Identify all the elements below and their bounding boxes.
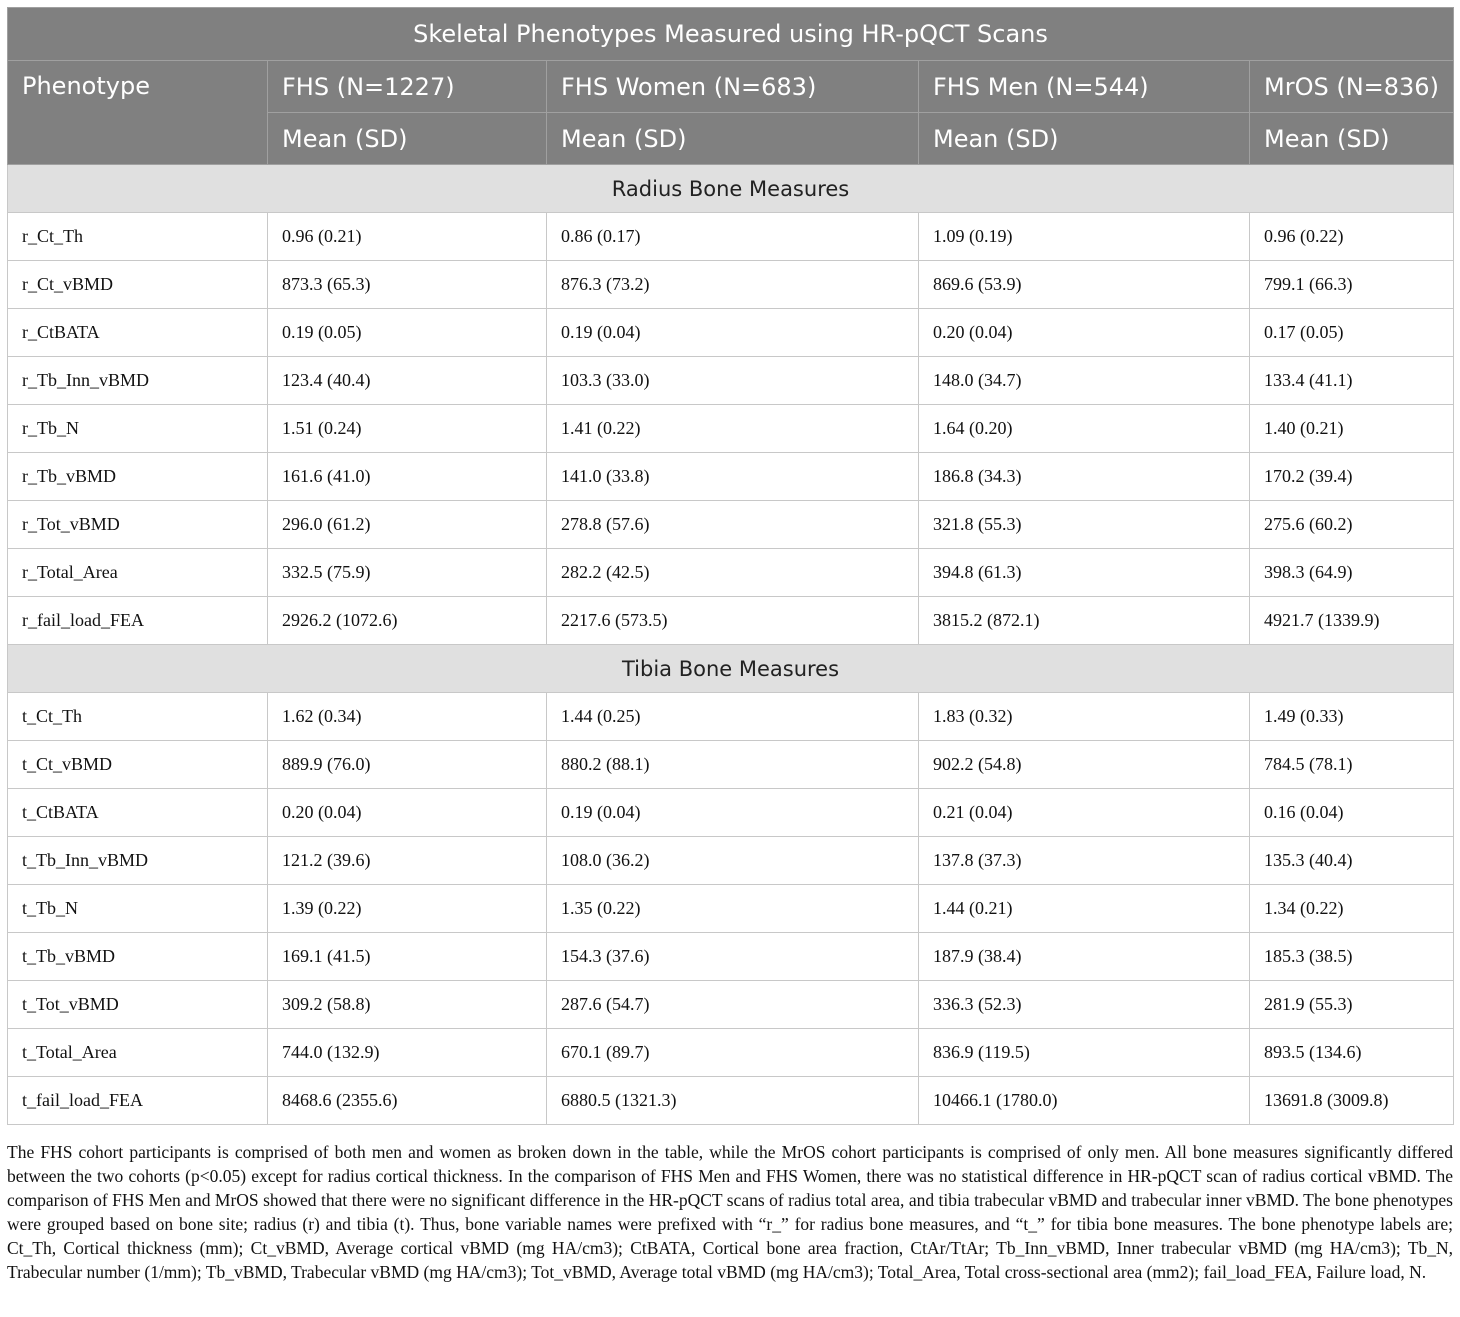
value-cell: 1.35 (0.22): [547, 885, 919, 933]
phenotype-name-cell: t_Ct_vBMD: [8, 741, 268, 789]
phenotype-name-cell: r_fail_load_FEA: [8, 597, 268, 645]
value-cell: 398.3 (64.9): [1250, 549, 1454, 597]
value-cell: 185.3 (38.5): [1250, 933, 1454, 981]
phenotype-name-cell: r_Tb_Inn_vBMD: [8, 357, 268, 405]
value-cell: 4921.7 (1339.9): [1250, 597, 1454, 645]
table-row: [8, 1077, 1454, 1125]
value-cell: 275.6 (60.2): [1250, 501, 1454, 549]
phenotype-name-cell: t_Tot_vBMD: [8, 981, 268, 1029]
value-cell: 1.62 (0.34): [268, 693, 547, 741]
value-cell: 103.3 (33.0): [547, 357, 919, 405]
value-cell: 169.1 (41.5): [268, 933, 547, 981]
value-cell: 880.2 (88.1): [547, 741, 919, 789]
value-cell: 1.39 (0.22): [268, 885, 547, 933]
value-cell: 1.51 (0.24): [268, 405, 547, 453]
value-cell: 1.83 (0.32): [919, 693, 1250, 741]
value-cell: 0.96 (0.21): [268, 213, 547, 261]
value-cell: 170.2 (39.4): [1250, 453, 1454, 501]
table-row: [8, 933, 1454, 981]
value-cell: 282.2 (42.5): [547, 549, 919, 597]
table-row: [8, 213, 1454, 261]
value-cell: 187.9 (38.4): [919, 933, 1250, 981]
value-cell: 13691.8 (3009.8): [1250, 1077, 1454, 1125]
table-row: [8, 1029, 1454, 1077]
value-cell: 8468.6 (2355.6): [268, 1077, 547, 1125]
table-row: [8, 357, 1454, 405]
subheader-mean-sd: Mean (SD): [1250, 113, 1454, 165]
value-cell: 6880.5 (1321.3): [547, 1077, 919, 1125]
value-cell: 744.0 (132.9): [268, 1029, 547, 1077]
value-cell: 123.4 (40.4): [268, 357, 547, 405]
value-cell: 394.8 (61.3): [919, 549, 1250, 597]
value-cell: 154.3 (37.6): [547, 933, 919, 981]
value-cell: 336.3 (52.3): [919, 981, 1250, 1029]
section-title: Tibia Bone Measures: [8, 645, 1454, 693]
phenotype-name-cell: r_Tb_vBMD: [8, 453, 268, 501]
phenotype-name-cell: t_Total_Area: [8, 1029, 268, 1077]
table-row: [8, 885, 1454, 933]
table-row: [8, 837, 1454, 885]
phenotype-name-cell: t_Tb_vBMD: [8, 933, 268, 981]
value-cell: 121.2 (39.6): [268, 837, 547, 885]
value-cell: 332.5 (75.9): [268, 549, 547, 597]
value-cell: 278.8 (57.6): [547, 501, 919, 549]
value-cell: 0.20 (0.04): [268, 789, 547, 837]
phenotype-name-cell: r_Ct_Th: [8, 213, 268, 261]
value-cell: 281.9 (55.3): [1250, 981, 1454, 1029]
section-header-row: [8, 165, 1454, 213]
column-header-fhs-men: FHS Men (N=544): [919, 61, 1250, 113]
value-cell: 0.19 (0.04): [547, 789, 919, 837]
phenotype-name-cell: t_Ct_Th: [8, 693, 268, 741]
value-cell: 0.17 (0.05): [1250, 309, 1454, 357]
subheader-mean-sd: Mean (SD): [919, 113, 1250, 165]
value-cell: 0.16 (0.04): [1250, 789, 1454, 837]
table-row: [8, 405, 1454, 453]
value-cell: 2926.2 (1072.6): [268, 597, 547, 645]
table-row: [8, 741, 1454, 789]
value-cell: 161.6 (41.0): [268, 453, 547, 501]
table-row: [8, 453, 1454, 501]
phenotype-name-cell: r_Ct_vBMD: [8, 261, 268, 309]
column-header-mros: MrOS (N=836): [1250, 61, 1454, 113]
section-header-row: [8, 645, 1454, 693]
value-cell: 2217.6 (573.5): [547, 597, 919, 645]
value-cell: 141.0 (33.8): [547, 453, 919, 501]
table-title: Skeletal Phenotypes Measured using HR-pQCT Scans: [8, 8, 1454, 61]
value-cell: 0.96 (0.22): [1250, 213, 1454, 261]
value-cell: 108.0 (36.2): [547, 837, 919, 885]
phenotype-column-header: Phenotype: [8, 61, 268, 165]
value-cell: 799.1 (66.3): [1250, 261, 1454, 309]
value-cell: 869.6 (53.9): [919, 261, 1250, 309]
value-cell: 893.5 (134.6): [1250, 1029, 1454, 1077]
value-cell: 135.3 (40.4): [1250, 837, 1454, 885]
phenotype-name-cell: r_Tb_N: [8, 405, 268, 453]
phenotype-name-cell: r_Total_Area: [8, 549, 268, 597]
value-cell: 1.44 (0.21): [919, 885, 1250, 933]
value-cell: 1.64 (0.20): [919, 405, 1250, 453]
subheader-mean-sd: Mean (SD): [268, 113, 547, 165]
value-cell: 1.49 (0.33): [1250, 693, 1454, 741]
table-row: [8, 549, 1454, 597]
value-cell: 148.0 (34.7): [919, 357, 1250, 405]
table-row: [8, 597, 1454, 645]
table-container: [7, 7, 1453, 1125]
value-cell: 784.5 (78.1): [1250, 741, 1454, 789]
value-cell: 287.6 (54.7): [547, 981, 919, 1029]
value-cell: 836.9 (119.5): [919, 1029, 1250, 1077]
value-cell: 10466.1 (1780.0): [919, 1077, 1250, 1125]
value-cell: 296.0 (61.2): [268, 501, 547, 549]
value-cell: 186.8 (34.3): [919, 453, 1250, 501]
value-cell: 309.2 (58.8): [268, 981, 547, 1029]
section-title: Radius Bone Measures: [8, 165, 1454, 213]
value-cell: 0.20 (0.04): [919, 309, 1250, 357]
column-header-fhs: FHS (N=1227): [268, 61, 547, 113]
value-cell: 1.09 (0.19): [919, 213, 1250, 261]
value-cell: 0.21 (0.04): [919, 789, 1250, 837]
value-cell: 1.34 (0.22): [1250, 885, 1454, 933]
table-body: [8, 165, 1454, 1125]
value-cell: 133.4 (41.1): [1250, 357, 1454, 405]
phenotype-name-cell: r_CtBATA: [8, 309, 268, 357]
value-cell: 902.2 (54.8): [919, 741, 1250, 789]
table-row: [8, 789, 1454, 837]
value-cell: 1.41 (0.22): [547, 405, 919, 453]
column-header-fhs-women: FHS Women (N=683): [547, 61, 919, 113]
phenotype-name-cell: t_Tb_N: [8, 885, 268, 933]
phenotype-name-cell: t_CtBATA: [8, 789, 268, 837]
table-row: [8, 261, 1454, 309]
subheader-mean-sd: Mean (SD): [547, 113, 919, 165]
table-row: [8, 501, 1454, 549]
value-cell: 0.86 (0.17): [547, 213, 919, 261]
value-cell: 0.19 (0.04): [547, 309, 919, 357]
value-cell: 1.40 (0.21): [1250, 405, 1454, 453]
phenotype-name-cell: t_fail_load_FEA: [8, 1077, 268, 1125]
phenotype-name-cell: t_Tb_Inn_vBMD: [8, 837, 268, 885]
value-cell: 1.44 (0.25): [547, 693, 919, 741]
value-cell: 0.19 (0.05): [268, 309, 547, 357]
table-row: [8, 309, 1454, 357]
value-cell: 321.8 (55.3): [919, 501, 1250, 549]
value-cell: 876.3 (73.2): [547, 261, 919, 309]
value-cell: 137.8 (37.3): [919, 837, 1250, 885]
value-cell: 3815.2 (872.1): [919, 597, 1250, 645]
phenotype-name-cell: r_Tot_vBMD: [8, 501, 268, 549]
value-cell: 670.1 (89.7): [547, 1029, 919, 1077]
table-row: [8, 693, 1454, 741]
value-cell: 889.9 (76.0): [268, 741, 547, 789]
table-row: [8, 981, 1454, 1029]
table-footnote: The FHS cohort participants is comprised of both men and women as broken down in the table, while the MrOS cohort participants is comprised of only men. All bone measures significantly differed between the two cohorts (p<0.05) except for radius cortical thickness. In the comparison of FHS Men and FHS Women, there was no statistical difference in HR-pQCT scan of radius cortical vBMD. The comparison of FHS Men and MrOS showed that there were no significant difference in the HR-pQCT scans of radius total area, and tibia trabecular vBMD and trabecular inner vBMD. The bone phenotypes were grouped based on bone site; radius (r) and tibia (t). Thus, bone variable names were prefixed with “r_” for radius bone measures, and “t_” for tibia bone measures. The bone phenotype labels are; Ct_Th, Cortical thickness (mm); Ct_vBMD, Average cortical vBMD (mg HA/cm3); CtBATA, Cortical bone area fraction, CtAr/TtAr; Tb_Inn_vBMD, Inner trabecular vBMD (mg HA/cm3); Tb_N, Trabecular number (1/mm); Tb_vBMD, Trabecular vBMD (mg HA/cm3); Tot_vBMD, Average total vBMD (mg HA/cm3); Total_Area, Total cross-sectional area (mm2); fail_load_FEA, Failure load, N.: [7, 1142, 1453, 1282]
value-cell: 873.3 (65.3): [268, 261, 547, 309]
phenotype-table: [7, 7, 1454, 1125]
